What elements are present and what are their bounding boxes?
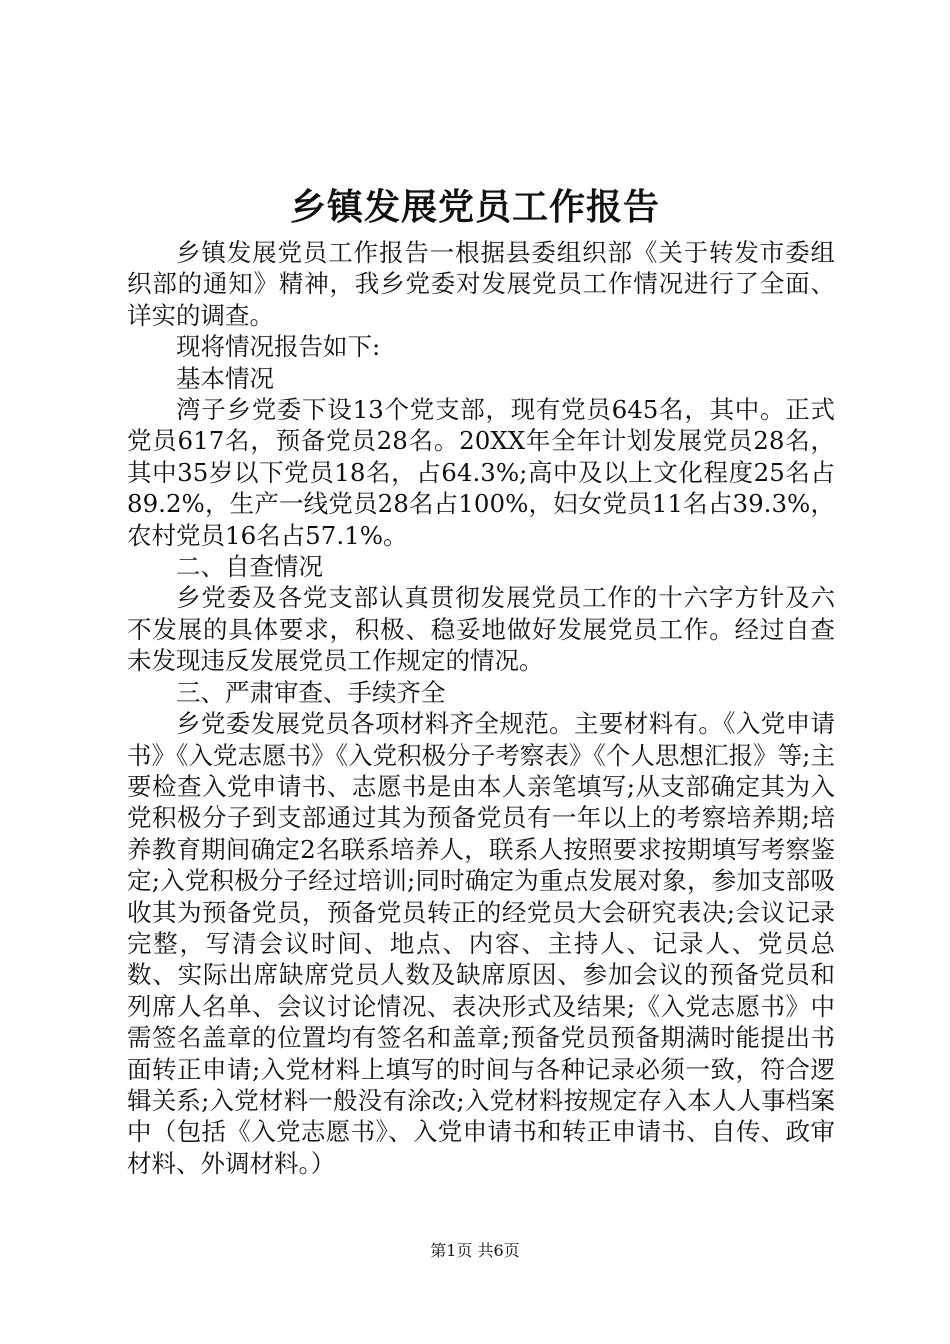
section-heading-self-check: 二、自查情况 xyxy=(176,552,323,582)
paragraph-review: 乡党委发展党员各项材料齐全规范。主要材料有。《入党申请书》《入党志愿书》《入党积极分子考察表》《个人思想汇报》等;主要检查入党申请书、志愿书是由本人亲笔填写;从支部确定其为入党积极分子到支部通过其为预备党员有一年以上的考察培养期;培养教育期间确定2名联系培养人，联系人按照要求按期填写考察鉴定;入党积极分子经过培训;同时确定为重点发展对象，参加支部吸收其为预备党员，预备党员转正的经党员大会研究表决;会议记录完整，写清会议时间、地点、内容、主持人、记录人、党员总数、实际出席缺席党员人数及缺席原因、参加会议的预备党员和列席人名单、会议讨论情况、表决形式及结果;《入党志愿书》中需签名盖章的位置均有签名和盖章;预备党员预备期满时能提出书面转正申请;入党材料上填写的时间与各种记录必须一致，符合逻辑关系;入党材料一般没有涂改;入党材料按规定存入本人人事档案中（包括《入党志愿书》、入党申请书和转正申请书、自传、政审材料、外调材料。） xyxy=(127,709,835,1178)
paragraph-report-lead: 现将情况报告如下: xyxy=(176,332,381,362)
paragraph-self-check: 乡党委及各党支部认真贯彻发展党员工作的十六字方针及六不发展的具体要求，积极、稳妥地做好发展党员工作。经过自查未发现违反发展党员工作规定的情况。 xyxy=(127,583,835,676)
page-footer: 第1页 共6页 xyxy=(430,1241,520,1260)
document-title: 乡镇发展党员工作报告 xyxy=(289,186,660,228)
section-heading-basic: 基本情况 xyxy=(176,363,274,393)
paragraph-intro: 乡镇发展党员工作报告一根据县委组织部《关于转发市委组织部的通知》精神，我乡党委对发展党员工作情况进行了全面、详实的调查。 xyxy=(127,238,835,330)
paragraph-basic-stats: 湾子乡党委下设13个党支部，现有党员645名，其中。正式党员617名，预备党员28名。20XX年全年计划发展党员28名，其中35岁以下党员18名，占64.3%;高中及以上文化程度25名占89.2%，生产一线党员28名占100%，妇女党员11名占39.3%，农村党员16名占57.1%。 xyxy=(127,395,835,550)
document-body xyxy=(127,237,835,1179)
section-heading-review: 三、严肃审查、手续齐全 xyxy=(176,677,446,707)
